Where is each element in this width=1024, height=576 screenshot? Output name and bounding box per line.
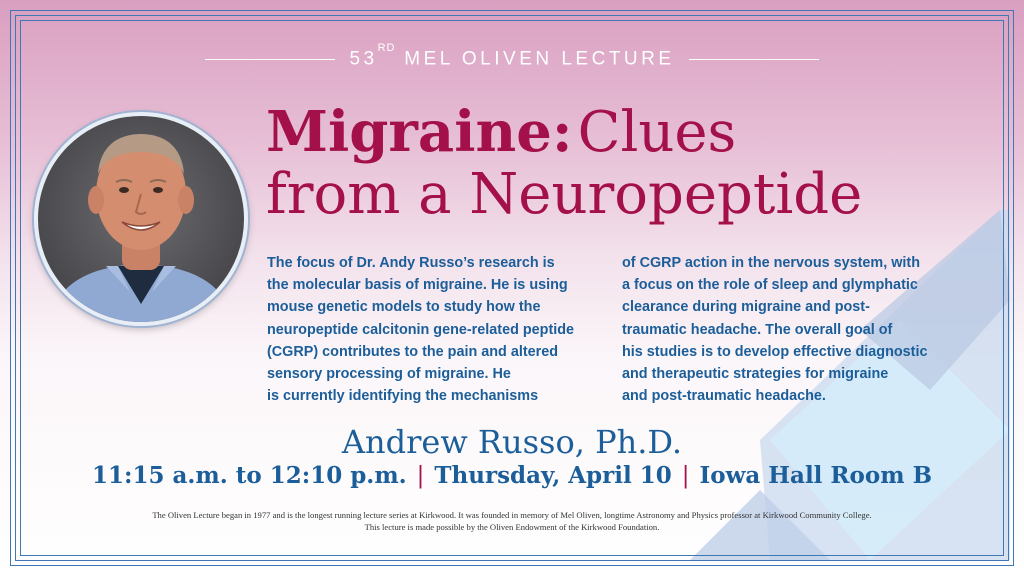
description-line: of CGRP action in the nervous system, with	[622, 255, 920, 271]
separator: |	[681, 463, 690, 489]
description-line: mouse genetic models to study how the	[267, 299, 541, 316]
description-column-2	[622, 252, 962, 407]
description-line: and therapeutic strategies for migraine	[622, 366, 889, 383]
footnote-line-1: The Oliven Lecture began in 1977 and is the longest running lecture series at Kirkwood. It was founded in memory of Mel Oliven, longtime Astronomy and Physics professor at Kirkwood Community College.	[152, 510, 872, 520]
event-details	[0, 462, 1024, 489]
speaker-name: Andrew Russo, Ph.D.	[341, 423, 683, 461]
speaker-photo	[34, 112, 248, 326]
title-line-2: from a Neuropeptide	[266, 162, 863, 227]
description-line: traumatic headache. The overall goal of	[622, 321, 893, 338]
rule-right	[689, 59, 819, 60]
footnote	[0, 509, 1024, 533]
description-line: sensory processing of migraine. He	[267, 366, 511, 383]
title-light: Clues	[577, 100, 737, 165]
title-bold: Migraine:	[266, 99, 573, 165]
description-line: is currently identifying the mechanisms	[267, 388, 539, 405]
description-line: a focus on the role of sleep and glymphatic	[622, 277, 918, 294]
footnote-line-2: This lecture is made possible by the Oliven Endowment of the Kirkwood Foundation.	[364, 522, 660, 532]
series-heading	[0, 44, 1024, 71]
rule-left	[205, 59, 335, 60]
description-line: (CGRP) contributes to the pain and altered	[267, 343, 559, 360]
speaker-portrait-illustration	[38, 116, 244, 322]
description-line: and post-traumatic headache.	[622, 388, 826, 405]
description-column-1	[267, 252, 607, 407]
lecture-title	[266, 99, 1006, 227]
event-time: 11:15 a.m. to 12:10 p.m.	[91, 462, 407, 489]
description-line: clearance during migraine and post-	[622, 299, 870, 316]
description-line: neuropeptide calcitonin gene-related peptide	[267, 321, 575, 338]
description-line: his studies is to develop effective diagnostic	[622, 343, 928, 360]
description-line: The focus of Dr. Andy Russo’s research is	[267, 255, 555, 271]
series-label: 53RD MEL OLIVEN LECTURE	[349, 42, 675, 70]
event-date: Thursday, April 10	[434, 462, 672, 489]
description-line: the molecular basis of migraine. He is using	[267, 277, 568, 294]
separator: |	[416, 463, 425, 489]
event-location: Iowa Hall Room B	[699, 462, 933, 489]
